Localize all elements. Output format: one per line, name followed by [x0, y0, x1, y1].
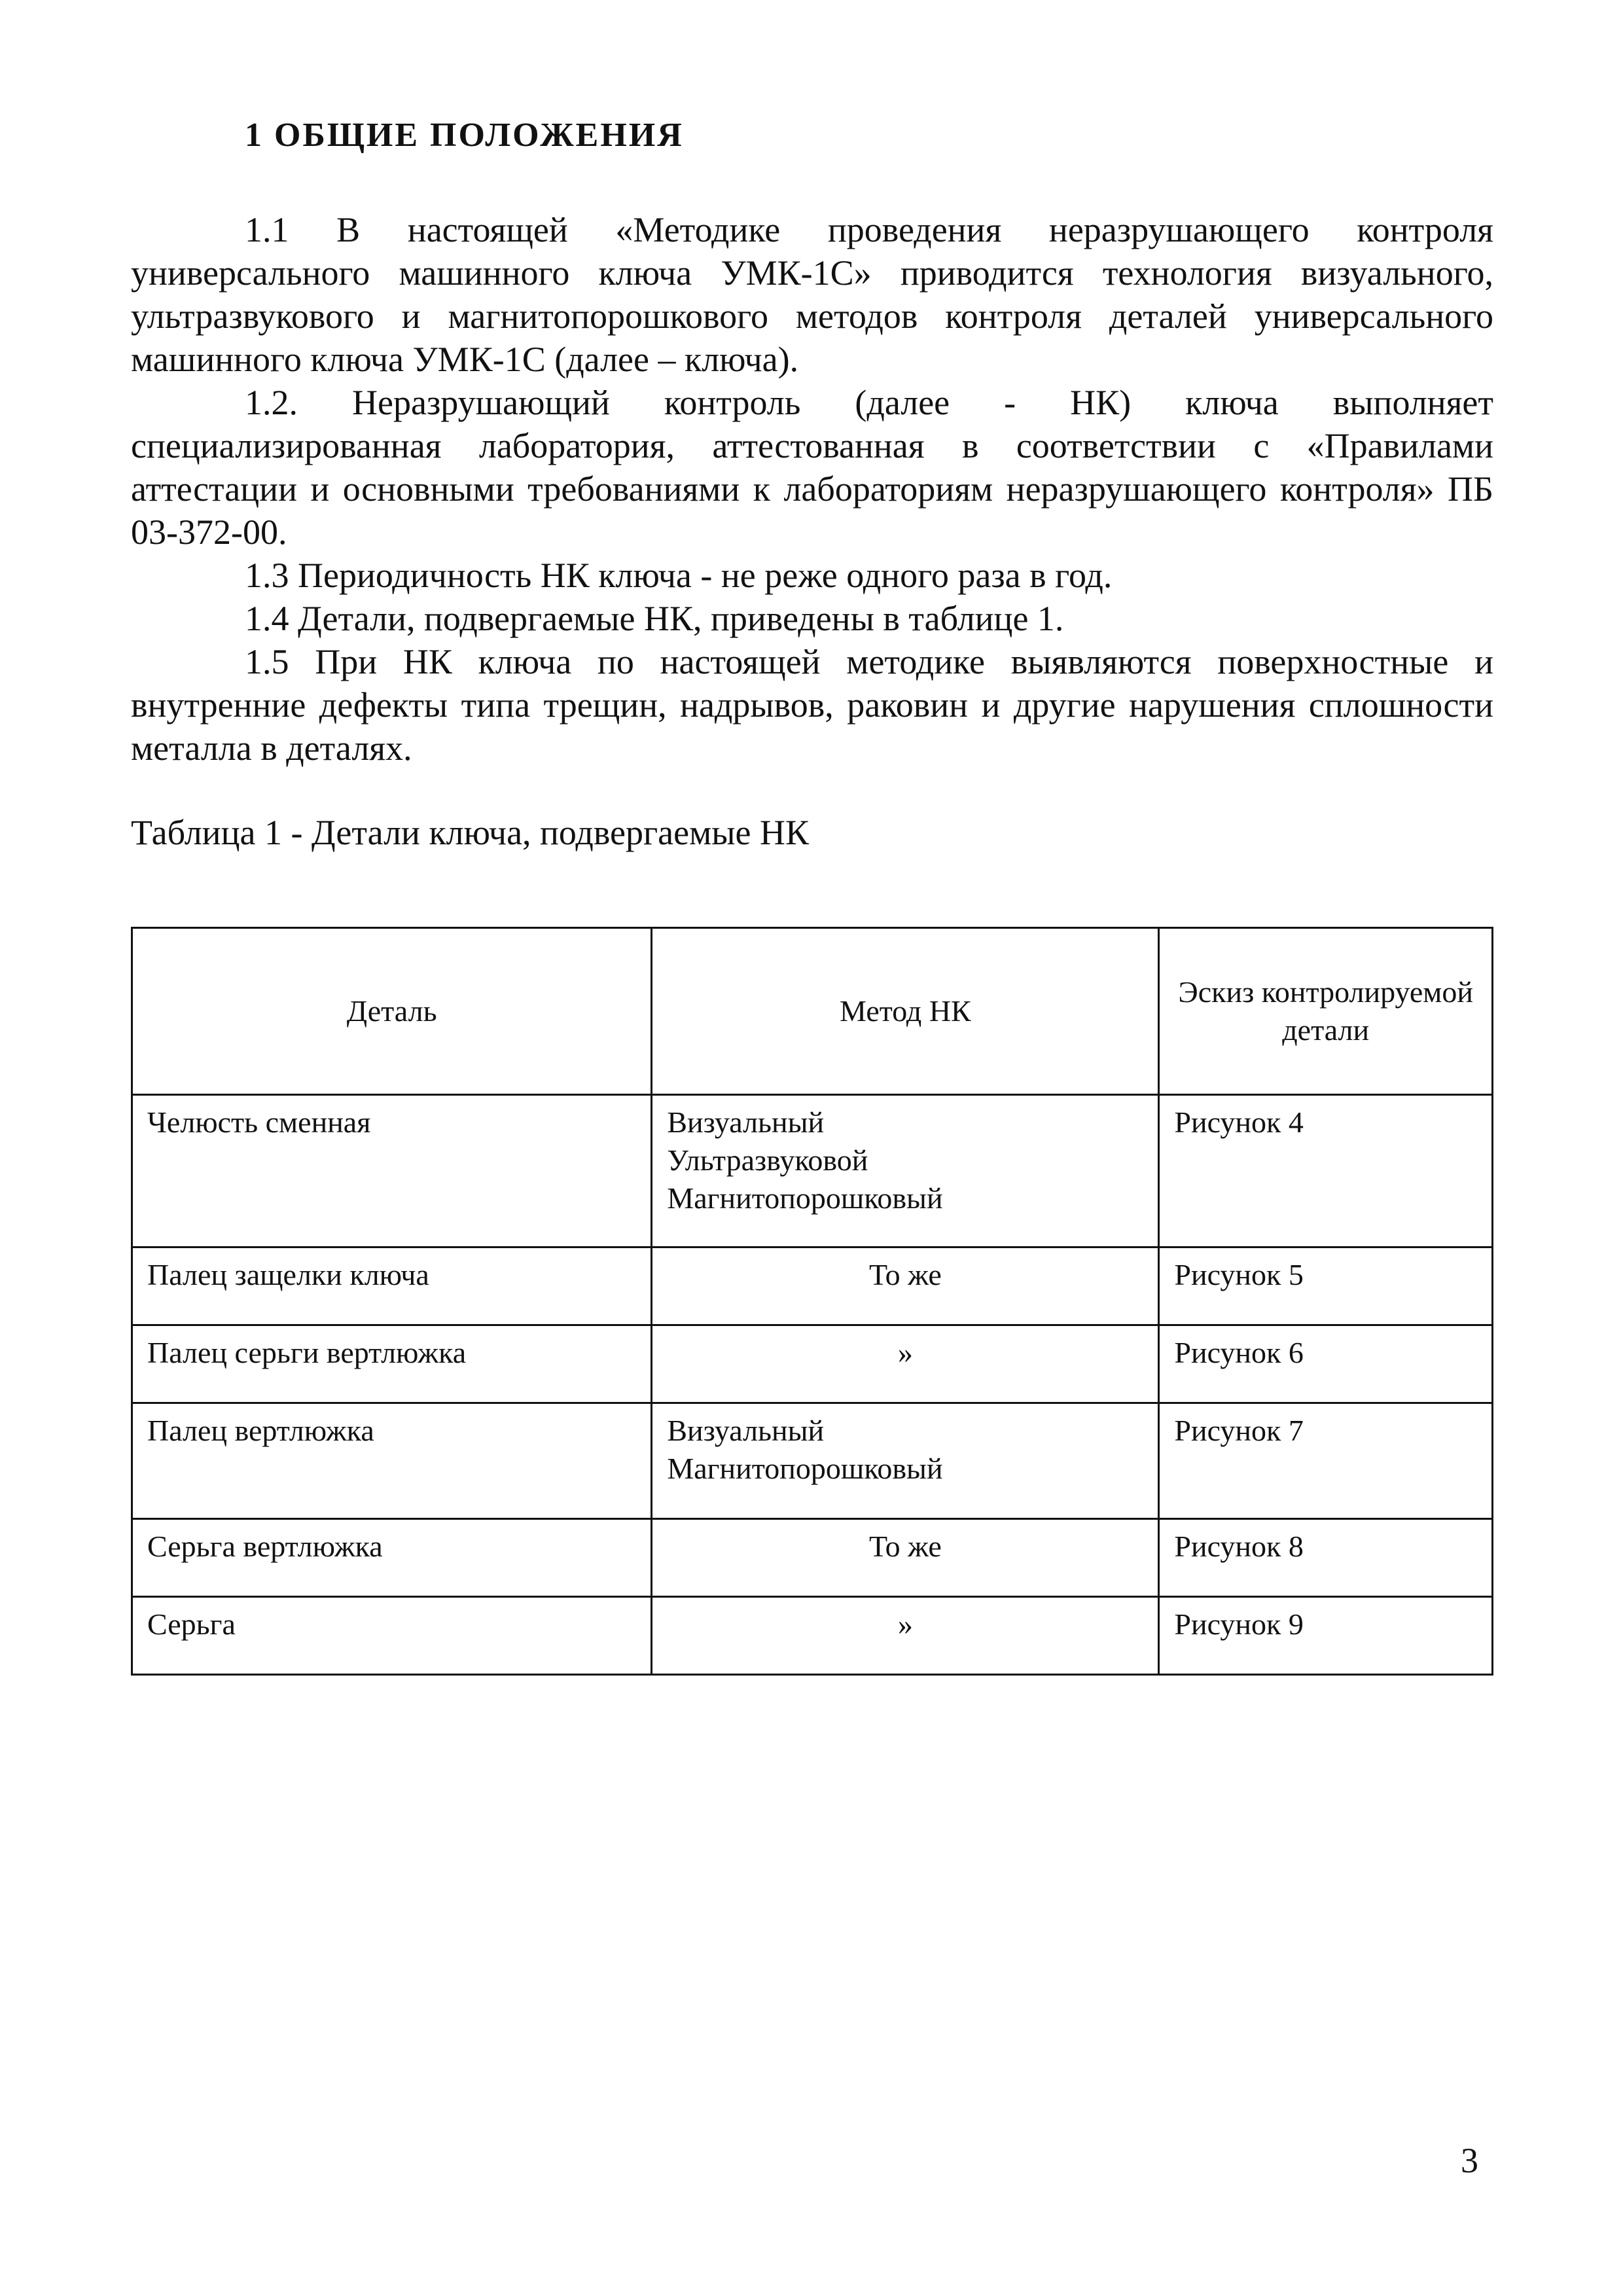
table-row — [132, 1247, 1493, 1325]
cell-sketch: Рисунок 7 — [1159, 1403, 1493, 1519]
paragraph-1-1: 1.1 В настоящей «Методике проведения неразрушающего контроля универсального машинного ключа УМК-1С» приводится технология визуального, ультразвукового и магнитопорошкового методов контроля деталей универсального машинного ключа УМК-1С (далее – ключа). — [131, 210, 1493, 379]
cell-part: Палец защелки ключа — [132, 1247, 652, 1325]
header-part: Деталь — [132, 928, 652, 1095]
header-method: Метод НК — [652, 928, 1159, 1095]
cell-part: Палец вертлюжка — [132, 1403, 652, 1519]
paragraph-1-2: 1.2. Неразрушающий контроль (далее - НК) ключа выполняет специализированная лаборатория, аттестованная в соответствии с «Правилами аттестации и основными требованиями к лабораториям неразрушающего контроля» ПБ 03-372-00. — [131, 383, 1493, 552]
cell-method: » — [652, 1597, 1159, 1675]
cell-sketch: Рисунок 8 — [1159, 1519, 1493, 1597]
cell-method — [652, 1403, 1159, 1519]
table-caption: Таблица 1 - Детали ключа, подвергаемые НК — [131, 813, 810, 852]
table-row — [132, 1519, 1493, 1597]
section-body — [131, 208, 1493, 770]
method-line: Магнитопорошковый — [667, 1452, 943, 1485]
table-row — [132, 1095, 1493, 1247]
cell-sketch: Рисунок 4 — [1159, 1095, 1493, 1247]
section-heading: 1 ОБЩИЕ ПОЛОЖЕНИЯ — [245, 117, 684, 154]
table-row — [132, 1325, 1493, 1403]
header-sketch: Эскиз контролируемой детали — [1159, 928, 1493, 1095]
cell-part: Палец серьги вертлюжка — [132, 1325, 652, 1403]
method-line: Магнитопорошковый — [667, 1181, 943, 1215]
cell-method: » — [652, 1325, 1159, 1403]
cell-sketch: Рисунок 5 — [1159, 1247, 1493, 1325]
cell-part: Серьга — [132, 1597, 652, 1675]
method-line: Визуальный — [667, 1105, 825, 1139]
cell-sketch: Рисунок 9 — [1159, 1597, 1493, 1675]
table-header-row — [132, 928, 1493, 1095]
method-line: Ультразвуковой — [667, 1143, 868, 1177]
table-row — [132, 1403, 1493, 1519]
cell-part: Челюсть сменная — [132, 1095, 652, 1247]
method-line: Визуальный — [667, 1414, 825, 1447]
paragraph-1-3: 1.3 Периодичность НК ключа - не реже одного раза в год. — [245, 556, 1113, 595]
table-row — [132, 1597, 1493, 1675]
page-number: 3 — [1461, 2141, 1478, 2180]
parts-table — [131, 927, 1493, 1676]
cell-method: То же — [652, 1519, 1159, 1597]
cell-method — [652, 1095, 1159, 1247]
cell-method: То же — [652, 1247, 1159, 1325]
cell-part: Серьга вертлюжка — [132, 1519, 652, 1597]
paragraph-1-5: 1.5 При НК ключа по настоящей методике выявляются поверхностные и внутренние дефекты типа трещин, надрывов, раковин и другие нарушения сплошности металла в деталях. — [131, 642, 1493, 768]
paragraph-1-4: 1.4 Детали, подвергаемые НК, приведены в таблице 1. — [245, 599, 1064, 638]
cell-sketch: Рисунок 6 — [1159, 1325, 1493, 1403]
